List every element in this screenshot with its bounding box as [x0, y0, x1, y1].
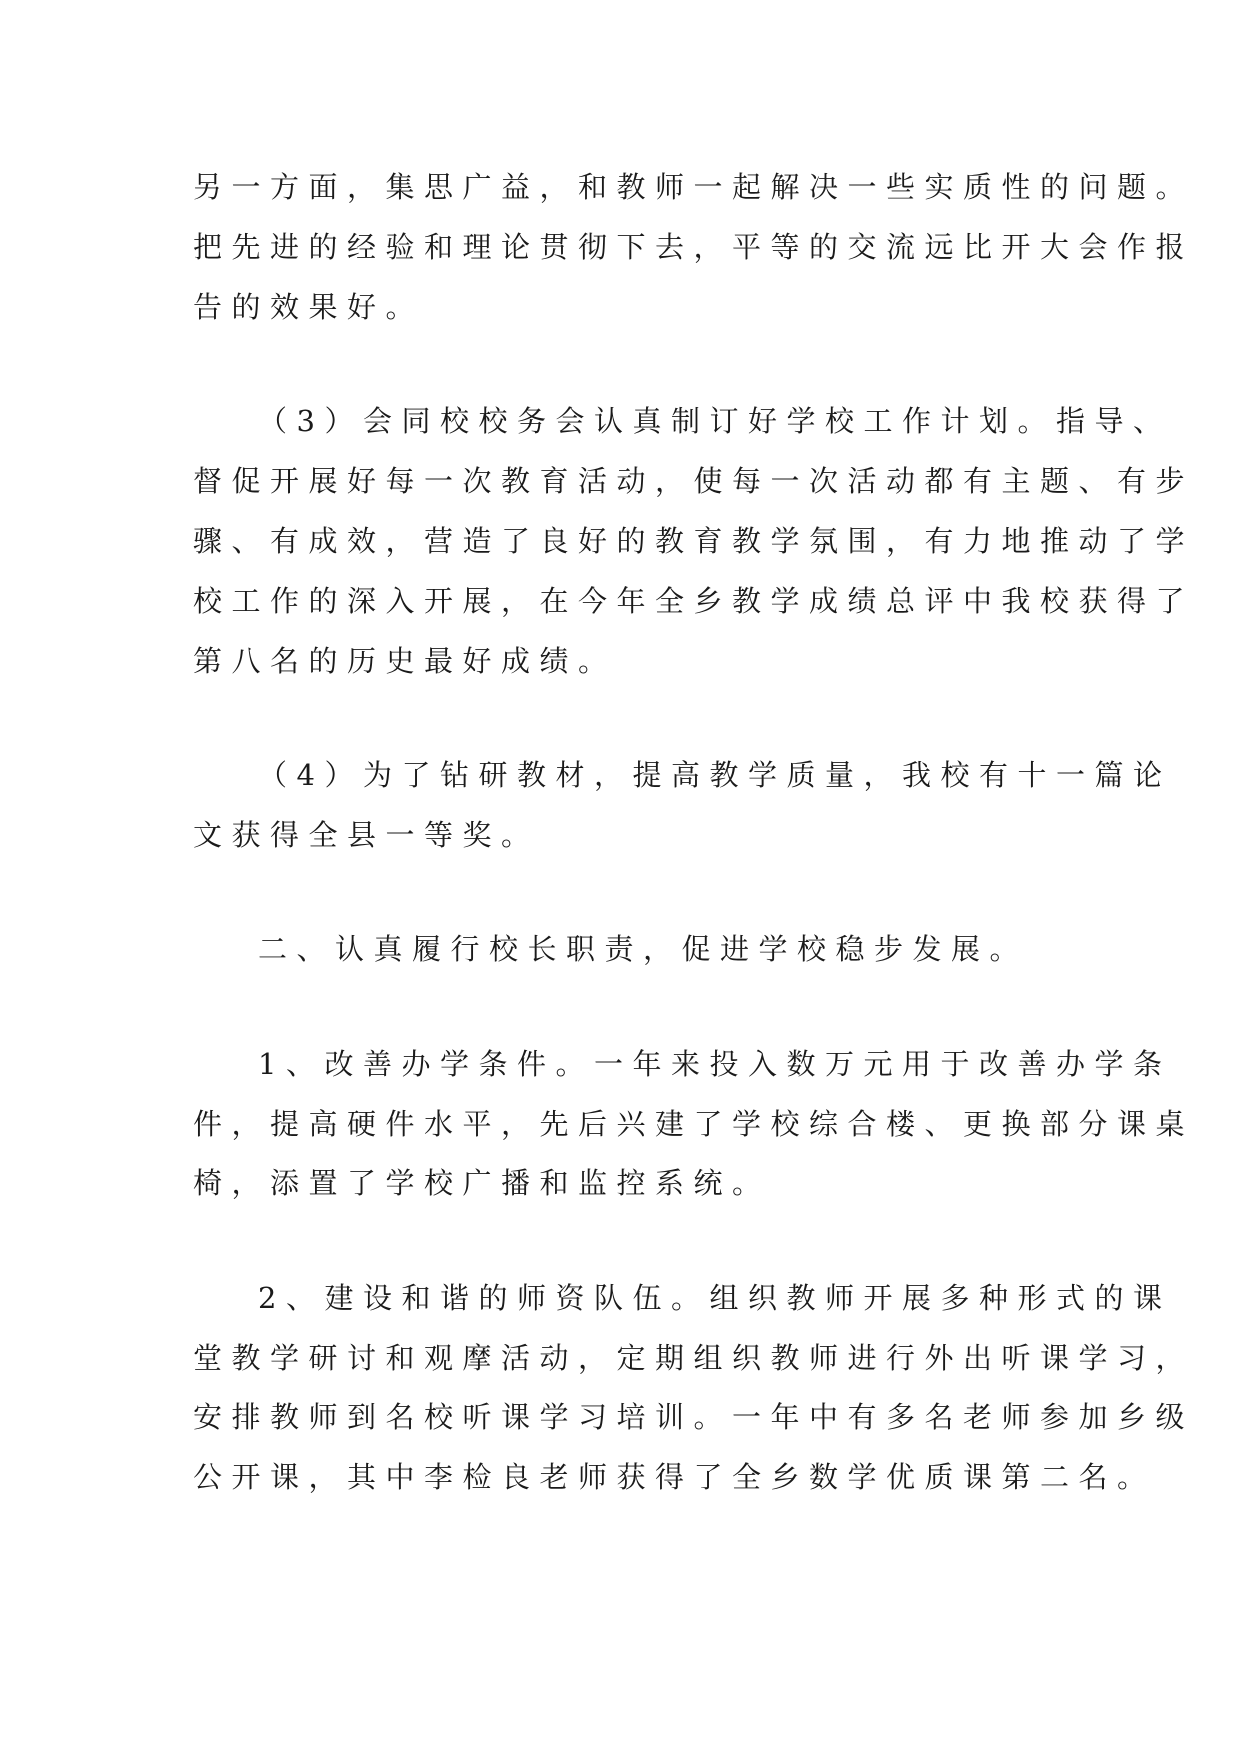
paragraph-5-line-2: 件，提高硬件水平，先后兴建了学校综合楼、更换部分课桌	[193, 1107, 1195, 1141]
paragraph-6-line-4: 公开课，其中李检良老师获得了全乡数学优质课第二名。	[193, 1460, 1156, 1494]
paragraph-2-line-2: 督促开展好每一次教育活动，使每一次活动都有主题、有步	[193, 464, 1195, 498]
paragraph-6-line-2: 堂教学研讨和观摩活动，定期组织教师进行外出听课学习，	[193, 1341, 1195, 1375]
paragraph-2-line-3: 骤、有成效，营造了良好的教育教学氛围，有力地推动了学	[193, 524, 1195, 558]
paragraph-6-line-3: 安排教师到名校听课学习培训。一年中有多名老师参加乡级	[193, 1400, 1195, 1434]
paragraph-2-line-5: 第八名的历史最好成绩。	[193, 644, 617, 678]
paragraph-3-line-2: 文获得全县一等奖。	[193, 818, 540, 852]
paragraph-6-line-1: 2、建设和谐的师资队伍。组织教师开展多种形式的课	[258, 1281, 1172, 1315]
paragraph-1-line-1: 另一方面，集思广益，和教师一起解决一些实质性的问题。	[193, 170, 1195, 204]
section-heading: 二、认真履行校长职责，促进学校稳步发展。	[258, 932, 1029, 966]
paragraph-2-line-4: 校工作的深入开展，在今年全乡教学成绩总评中我校获得了	[193, 584, 1195, 618]
paragraph-1-line-2: 把先进的经验和理论贯彻下去，平等的交流远比开大会作报	[193, 230, 1195, 264]
paragraph-1-line-3: 告的效果好。	[193, 290, 425, 324]
paragraph-2-line-1: （3）会同校校务会认真制订好学校工作计划。指导、	[258, 404, 1172, 438]
paragraph-3-line-1: （4）为了钻研教材，提高教学质量，我校有十一篇论	[258, 758, 1172, 792]
paragraph-5-line-3: 椅，添置了学校广播和监控系统。	[193, 1166, 771, 1200]
paragraph-5-line-1: 1、改善办学条件。一年来投入数万元用于改善办学条	[258, 1047, 1172, 1081]
